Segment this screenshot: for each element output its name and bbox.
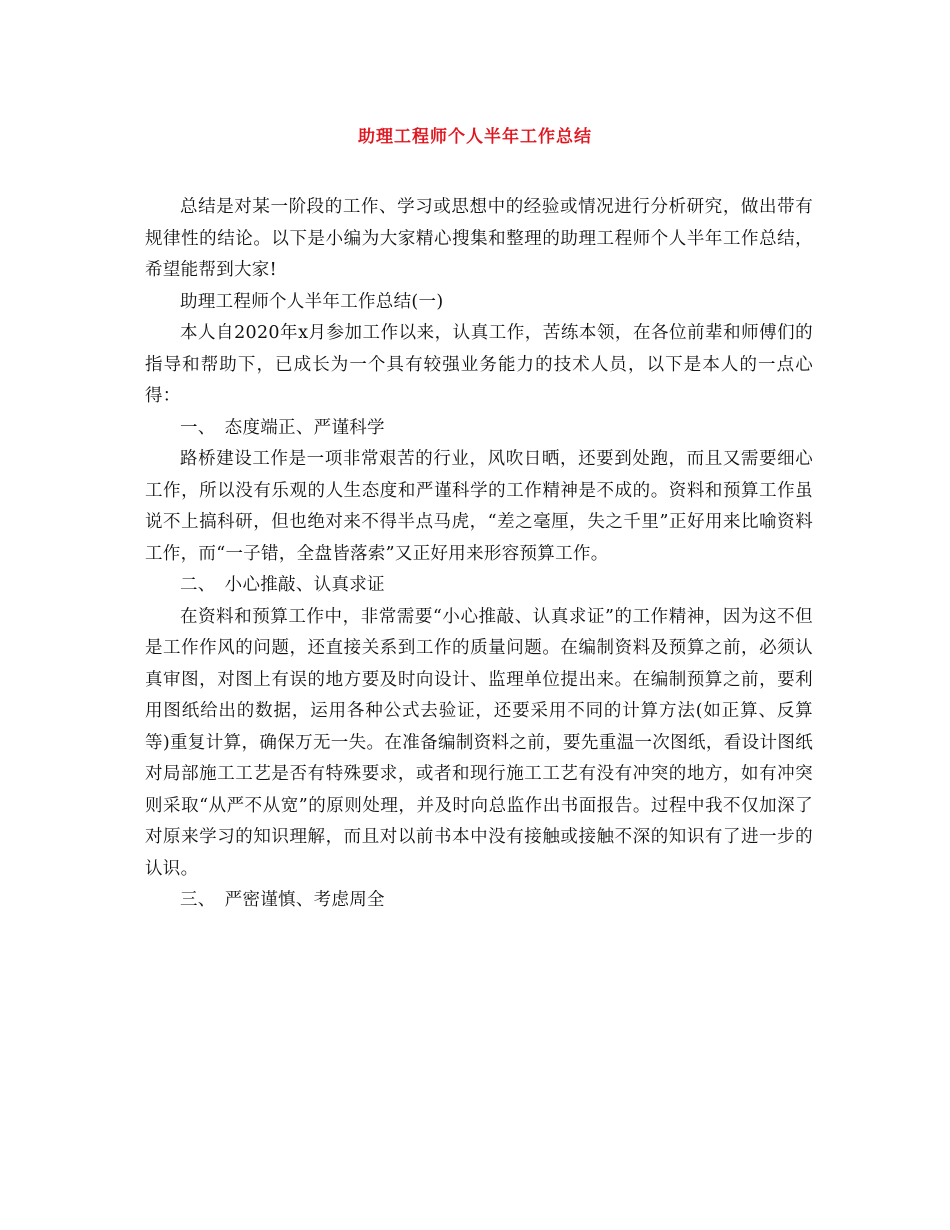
point-paragraph-1: 路桥建设工作是一项非常艰苦的行业，风吹日晒，还要到处跑，而且又需要细心工作，所以没有乐观的人生态度和严谨科学的工作精神是不成的。资料和预算工作虽说不上搞科研，但也绝对来不得半点马虎，“差之毫厘，失之千里”正好用来比喻资料工作，而“一子错，全盘皆落索”又正好用来形容预算工作。 [145, 449, 813, 564]
opening-paragraph: 本人自2020年x月参加工作以来，认真工作，苦练本领，在各位前辈和师傅们的指导和帮助下，已成长为一个具有较强业务能力的技术人员，以下是本人的一点心得： [145, 323, 813, 406]
point-heading-2: 二、 小心推敲、认真求证 [180, 575, 385, 595]
section-heading-part-one: 助理工程师个人半年工作总结(一) [180, 291, 444, 312]
intro-paragraph: 总结是对某一阶段的工作、学习或思想中的经验或情况进行分析研究，做出带有规律性的结论。以下是小编为大家精心搜集和整理的助理工程师个人半年工作总结，希望能帮到大家! [145, 197, 813, 280]
point-heading-1: 一、 态度端正、严谨科学 [180, 417, 385, 438]
document-title: 助理工程师个人半年工作总结 [358, 127, 592, 147]
point-paragraph-2: 在资料和预算工作中，非常需要“小心推敲、认真求证”的工作精神，因为这不但是工作作风的问题，还直接关系到工作的质量问题。在编制资料及预算之前，必须认真审图，对图上有误的地方要及时向设计、监理单位提出来。在编制预算之前，要利用图纸给出的数据，运用各种公式去验证，还要采用不同的计算方法(如正算、反算等)重复计算，确保万无一失。在准备编制资料之前，要先重温一次图纸，看设计图纸对局部施工工艺是否有特殊要求，或者和现行施工工艺有没有冲突的地方，如有冲突则采取“从严不从宽”的原则处理，并及时向总监作出书面报告。过程中我不仅加深了对原来学习的知识理解，而且对以前书本中没有接触或接触不深的知识有了进一步的认识。 [145, 606, 813, 879]
point-heading-3: 三、 严密谨慎、考虑周全 [180, 890, 385, 910]
document-body [145, 192, 813, 917]
